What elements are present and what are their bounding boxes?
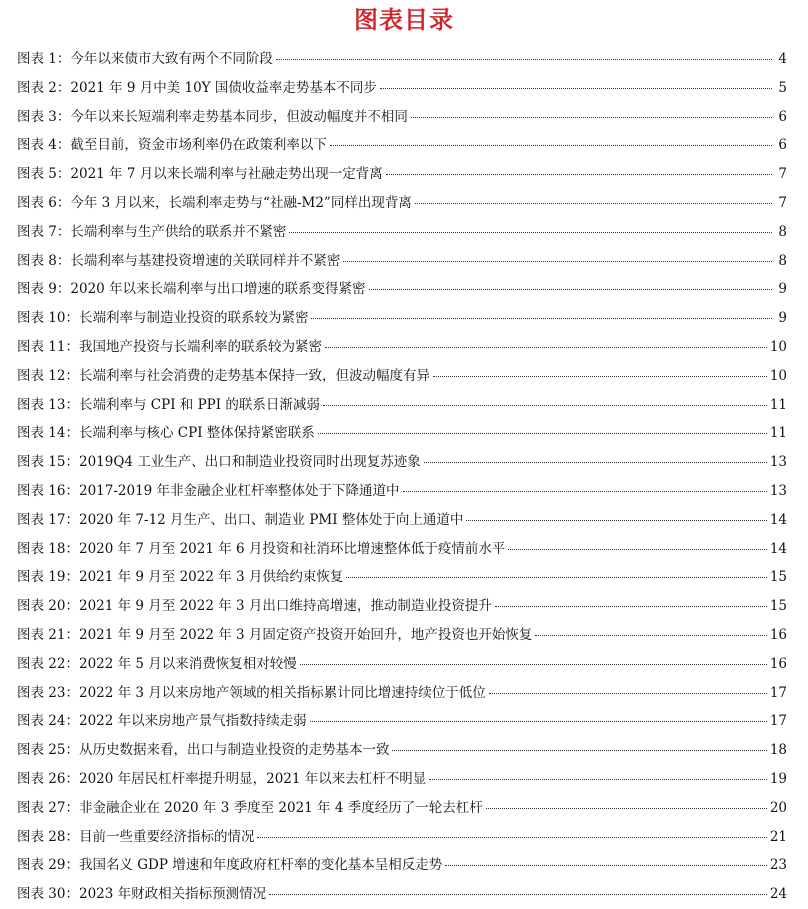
dot-leader	[508, 549, 766, 550]
toc-entry-page: 20	[769, 799, 787, 816]
dot-leader	[289, 232, 772, 233]
toc-entry-colon: ：	[65, 742, 79, 759]
toc-entry-text: 今年以来长短端利率走势基本同步，但波动幅度并不相同	[70, 108, 408, 125]
dot-leader	[276, 59, 772, 60]
toc-entry-page: 13	[769, 454, 787, 471]
toc-entry-page: 14	[769, 540, 787, 557]
toc-entry-colon: ：	[65, 310, 79, 327]
toc-entry-page: 9	[778, 310, 787, 327]
toc-entry-colon: ：	[65, 626, 79, 643]
toc-entry-text: 2021 年 9 月至 2022 年 3 月供给约束恢复	[78, 569, 344, 586]
dot-leader	[311, 318, 772, 319]
toc-entry-text: 长端利率与生产供给的联系并不紧密	[70, 223, 287, 240]
toc-entry[interactable]	[17, 362, 787, 391]
dot-leader	[403, 491, 767, 492]
toc-entry[interactable]	[17, 419, 787, 448]
toc-entry-page: 11	[769, 425, 787, 442]
toc-entry-text: 2020 年居民杠杆率提升明显，2021 年以来去杠杆不明显	[78, 770, 427, 787]
toc-entry-text: 2019Q4 工业生产、出口和制造业投资同时出现复苏迹象	[78, 454, 421, 471]
toc-entry[interactable]	[17, 592, 787, 621]
toc-entry-label: 图表 18	[17, 540, 66, 557]
toc-entry-colon: ：	[65, 569, 79, 586]
toc-entry-text: 目前一些重要经济指标的情况	[78, 828, 255, 845]
toc-entry-text: 2022 年 5 月以来消费恢复相对较慢	[78, 655, 297, 672]
toc-entry-label: 图表 24	[17, 713, 66, 730]
toc-entry-page: 15	[769, 569, 787, 586]
toc-entry[interactable]	[17, 448, 787, 477]
toc-entry-label: 图表 11	[17, 338, 66, 355]
toc-entry-page: 17	[769, 713, 787, 730]
toc-entry-page: 24	[769, 886, 787, 903]
toc-entry-colon: ：	[56, 137, 71, 154]
toc-entry[interactable]	[17, 391, 787, 420]
toc-entry-page: 13	[769, 482, 787, 499]
toc-list	[17, 45, 787, 909]
toc-entry[interactable]	[17, 131, 787, 160]
dot-leader	[489, 693, 767, 694]
dot-leader	[466, 520, 766, 521]
toc-entry[interactable]	[17, 103, 787, 132]
toc-entry-text: 2021 年 7 月以来长端利率与社融走势出现一定背离	[70, 166, 383, 183]
toc-entry-colon: ：	[65, 338, 79, 355]
toc-entry-label: 图表 3	[17, 108, 57, 125]
toc-entry[interactable]	[17, 275, 787, 304]
dot-leader	[330, 145, 772, 146]
toc-entry-text: 2022 年以来房地产景气指数持续走弱	[78, 713, 307, 730]
toc-entry-page: 4	[778, 51, 787, 67]
toc-entry-page: 17	[769, 684, 787, 701]
toc-entry-colon: ：	[65, 799, 79, 816]
dot-leader	[318, 433, 767, 434]
toc-entry-label: 图表 16	[17, 482, 66, 499]
toc-entry-label: 图表 23	[17, 684, 66, 701]
toc-entry-label: 图表 10	[17, 310, 66, 327]
toc-entry-label: 图表 1	[17, 51, 57, 67]
toc-entry-label: 图表 22	[17, 655, 66, 672]
toc-entry-text: 我国地产投资与长端利率的联系较为紧密	[78, 338, 322, 355]
toc-entry[interactable]	[17, 823, 787, 852]
dot-leader	[392, 750, 766, 751]
toc-entry-text: 我国名义 GDP 增速和年度政府杠杆率的变化基本呈相反走势	[78, 857, 443, 874]
toc-entry[interactable]	[17, 218, 787, 247]
toc-entry-colon: ：	[56, 223, 71, 240]
toc-entry-label: 图表 29	[17, 857, 66, 874]
toc-entry-label: 图表 8	[17, 252, 57, 269]
toc-entry-page: 8	[778, 252, 787, 269]
toc-entry-colon: ：	[56, 281, 71, 298]
toc-entry-colon: ：	[56, 79, 71, 96]
toc-entry[interactable]	[17, 880, 787, 909]
toc-entry-page: 5	[778, 79, 787, 96]
toc-entry-colon: ：	[65, 713, 79, 730]
dot-leader	[429, 779, 767, 780]
toc-entry-text: 2022 年 3 月以来房地产领域的相关指标累计同比增速持续位于低位	[78, 684, 486, 701]
toc-entry-text: 2021 年 9 月至 2022 年 3 月固定资产投资开始回升，地产投资也开始恢复	[78, 626, 533, 643]
toc-entry-label: 图表 19	[17, 569, 66, 586]
toc-entry-page: 10	[769, 367, 787, 384]
toc-entry-colon: ：	[56, 166, 71, 183]
toc-entry-text: 2021 年 9 月至 2022 年 3 月出口维持高增速，推动制造业投资提升	[78, 598, 492, 615]
toc-entry-label: 图表 30	[17, 886, 66, 903]
toc-entry-colon: ：	[65, 886, 79, 903]
toc-entry[interactable]	[17, 477, 787, 506]
toc-entry-colon: ：	[65, 828, 79, 845]
toc-entry-label: 图表 15	[17, 454, 66, 471]
toc-entry[interactable]	[17, 333, 787, 362]
toc-entry-text: 2020 年 7-12 月生产、出口、制造业 PMI 整体处于向上通道中	[78, 511, 464, 528]
toc-entry[interactable]	[17, 650, 787, 679]
toc-entry-text: 长端利率与基建投资增速的关联同样并不紧密	[70, 252, 341, 269]
toc-entry-text: 2021 年 9 月中美 10Y 国债收益率走势基本不同步	[70, 79, 377, 96]
toc-entry-label: 图表 6	[17, 194, 57, 211]
toc-entry[interactable]	[17, 621, 787, 650]
toc-entry[interactable]	[17, 535, 787, 564]
dot-leader	[445, 865, 767, 866]
toc-entry-colon: ：	[65, 396, 79, 413]
dot-leader	[323, 405, 767, 406]
toc-entry-text: 从历史数据来看，出口与制造业投资的走势基本一致	[78, 742, 390, 759]
toc-entry-page: 15	[769, 598, 787, 615]
toc-entry-page: 6	[778, 108, 787, 125]
toc-entry-colon: ：	[56, 108, 71, 125]
dot-leader	[386, 174, 772, 175]
toc-entry-label: 图表 14	[17, 425, 66, 442]
toc-entry-label: 图表 12	[17, 367, 66, 384]
toc-entry[interactable]	[17, 736, 787, 765]
toc-entry-colon: ：	[65, 425, 79, 442]
dot-leader	[257, 837, 766, 838]
toc-entry-page: 8	[778, 223, 787, 240]
toc-entry[interactable]	[17, 563, 787, 592]
toc-entry[interactable]	[17, 247, 787, 276]
toc-entry-colon: ：	[65, 857, 79, 874]
toc-entry-label: 图表 2	[17, 79, 57, 96]
toc-entry-page: 19	[769, 770, 787, 787]
toc-entry[interactable]	[17, 45, 787, 74]
page-title: 图表目录	[354, 6, 454, 34]
dot-leader	[310, 721, 767, 722]
dot-leader	[433, 376, 767, 377]
dot-leader	[300, 664, 767, 665]
toc-entry[interactable]	[17, 794, 787, 823]
toc-entry[interactable]	[17, 851, 787, 880]
toc-entry-text: 2020 年以来长端利率与出口增速的联系变得紧密	[70, 281, 366, 298]
dot-leader	[486, 808, 767, 809]
toc-entry-colon: ：	[56, 51, 71, 67]
toc-entry-page: 7	[778, 166, 787, 183]
toc-entry-label: 图表 4	[17, 137, 57, 154]
toc-entry-text: 长端利率与社会消费的走势基本保持一致，但波动幅度有异	[78, 367, 430, 384]
dot-leader	[424, 462, 767, 463]
toc-entry-text: 2017-2019 年非金融企业杠杆率整体处于下降通道中	[78, 482, 400, 499]
toc-entry-page: 14	[769, 511, 787, 528]
toc-entry[interactable]	[17, 304, 787, 333]
toc-entry-text: 2023 年财政相关指标预测情况	[78, 886, 267, 903]
toc-entry-colon: ：	[65, 511, 79, 528]
toc-entry-colon: ：	[65, 454, 79, 471]
toc-entry-page: 18	[769, 742, 787, 759]
dot-leader	[369, 289, 772, 290]
toc-entry-colon: ：	[65, 482, 79, 499]
dot-leader	[269, 894, 767, 895]
dot-leader	[380, 88, 772, 89]
toc-entry-label: 图表 5	[17, 166, 57, 183]
toc-entry-page: 7	[778, 194, 787, 211]
toc-entry-colon: ：	[65, 367, 79, 384]
toc-entry-page: 10	[769, 338, 787, 355]
toc-entry-colon: ：	[65, 655, 79, 672]
toc-entry-label: 图表 25	[17, 742, 66, 759]
toc-entry-label: 图表 26	[17, 770, 66, 787]
toc-entry-label: 图表 27	[17, 799, 66, 816]
toc-entry-colon: ：	[65, 598, 79, 615]
toc-entry-text: 长端利率与 CPI 和 PPI 的联系日渐减弱	[78, 396, 320, 413]
toc-entry[interactable]	[17, 506, 787, 535]
toc-entry-text: 2020 年 7 月至 2021 年 6 月投资和社消环比增速整体低于疫情前水平	[78, 540, 506, 557]
toc-entry-text: 今年以来债市大致有两个不同阶段	[70, 51, 273, 67]
toc-entry[interactable]	[17, 707, 787, 736]
toc-entry-label: 图表 9	[17, 281, 57, 298]
toc-entry-label: 图表 28	[17, 828, 66, 845]
toc-entry-label: 图表 17	[17, 511, 66, 528]
toc-entry-colon: ：	[65, 684, 79, 701]
toc-entry-label: 图表 7	[17, 223, 57, 240]
toc-entry[interactable]	[17, 679, 787, 708]
toc-entry-label: 图表 20	[17, 598, 66, 615]
toc-entry-colon: ：	[65, 770, 79, 787]
toc-entry-text: 今年 3 月以来，长端利率走势与“社融-M2”同样出现背离	[70, 194, 412, 211]
dot-leader	[415, 203, 772, 204]
dot-leader	[346, 577, 766, 578]
toc-entry-text: 长端利率与核心 CPI 整体保持紧密联系	[78, 425, 315, 442]
toc-entry-page: 16	[769, 655, 787, 672]
toc-entry-label: 图表 21	[17, 626, 66, 643]
dot-leader	[495, 606, 767, 607]
toc-entry-colon: ：	[56, 194, 71, 211]
toc-entry[interactable]	[17, 160, 787, 189]
toc-entry-page: 6	[778, 137, 787, 154]
toc-entry-text: 长端利率与制造业投资的联系较为紧密	[78, 310, 309, 327]
dot-leader	[325, 347, 767, 348]
dot-leader	[343, 261, 772, 262]
dot-leader	[535, 635, 766, 636]
toc-entry-colon: ：	[56, 252, 71, 269]
toc-entry-text: 非金融企业在 2020 年 3 季度至 2021 年 4 季度经历了一轮去杠杆	[78, 799, 483, 816]
toc-entry-page: 11	[769, 396, 787, 413]
toc-entry-page: 16	[769, 626, 787, 643]
dot-leader	[411, 117, 772, 118]
toc-entry[interactable]	[17, 765, 787, 794]
toc-entry-text: 截至目前，资金市场利率仍在政策利率以下	[70, 137, 327, 154]
toc-entry-page: 21	[769, 828, 787, 845]
toc-entry-page: 9	[778, 281, 787, 298]
toc-entry[interactable]	[17, 74, 787, 103]
toc-entry-colon: ：	[65, 540, 79, 557]
toc-entry-page: 23	[769, 857, 787, 874]
toc-entry[interactable]	[17, 189, 787, 218]
toc-entry-label: 图表 13	[17, 396, 66, 413]
